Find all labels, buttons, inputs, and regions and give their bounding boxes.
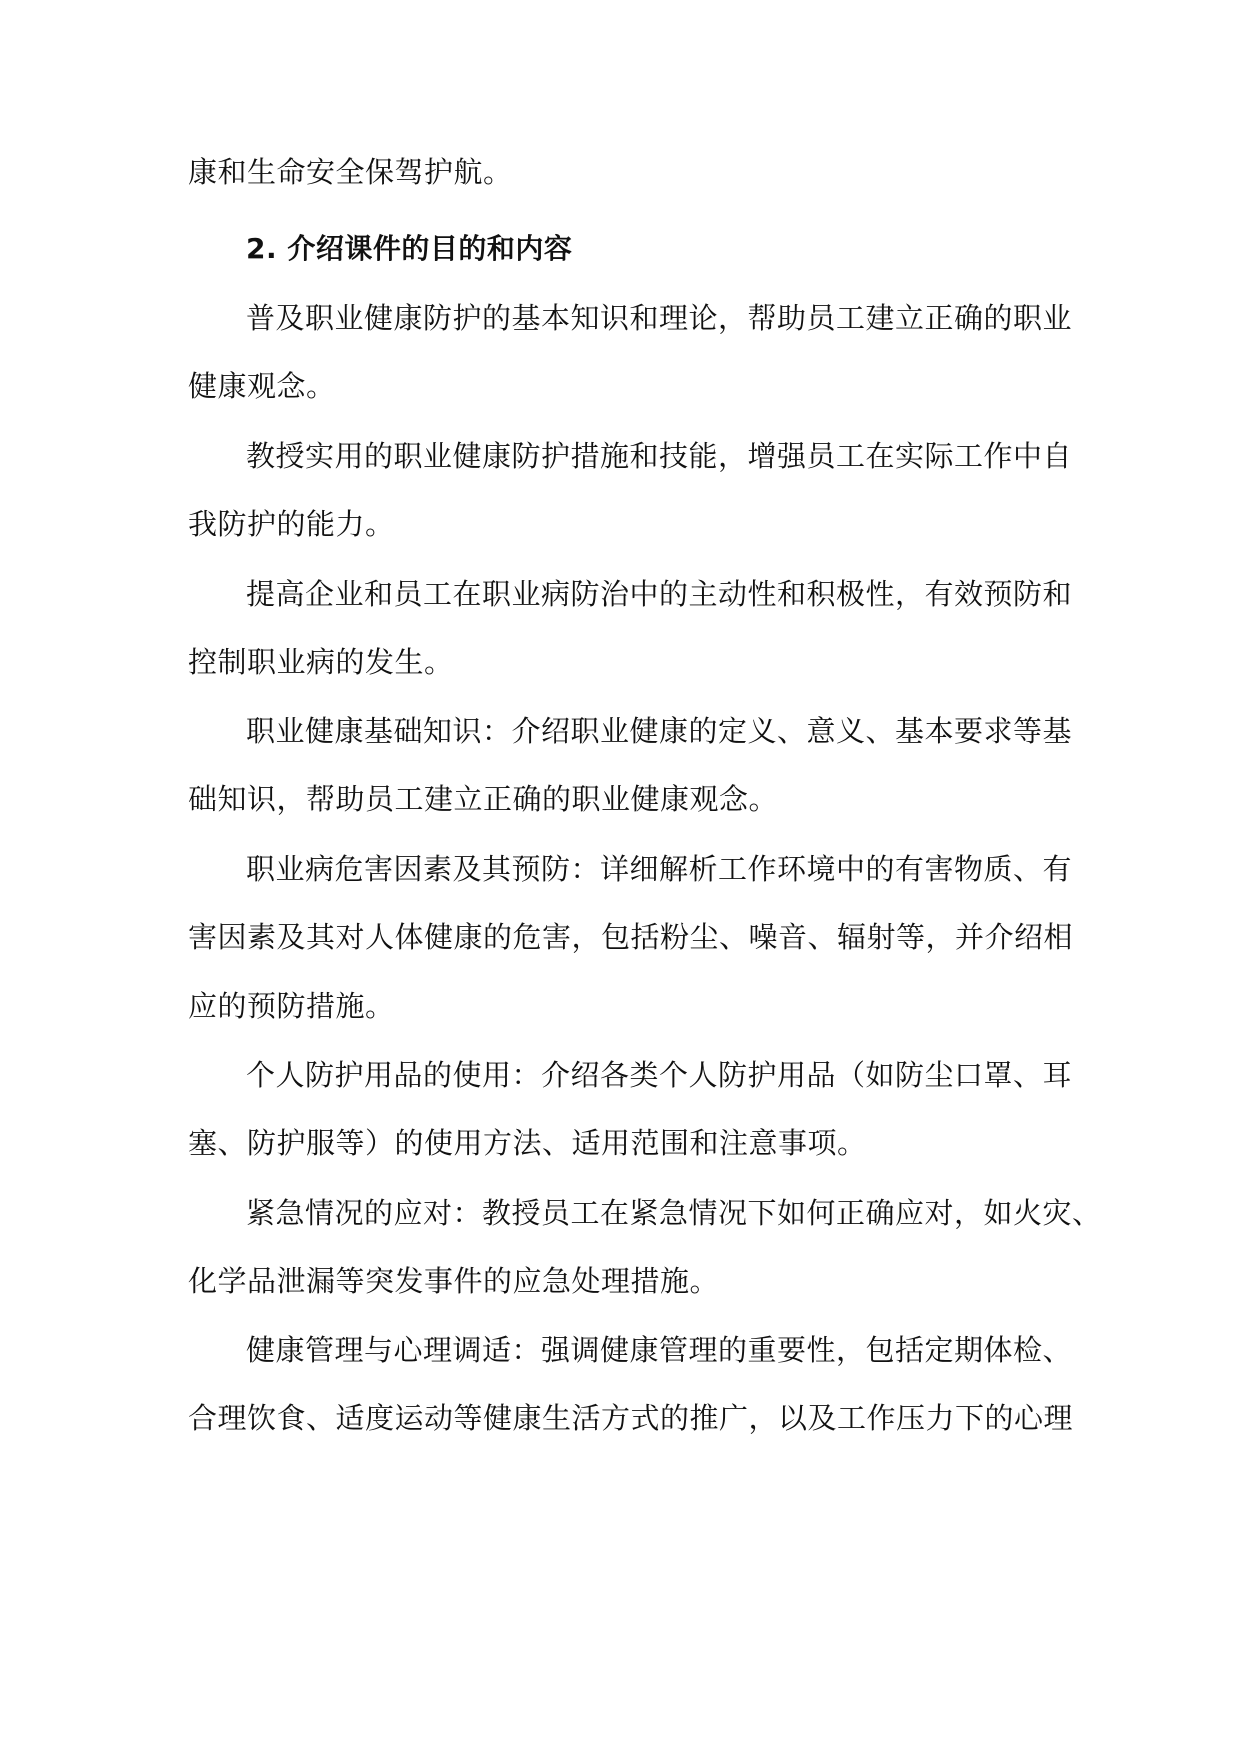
paragraph-line: 提高企业和员工在职业病防治中的主动性和积极性，有效预防和 [246, 577, 1073, 611]
paragraph-line: 职业健康基础知识：介绍职业健康的定义、意义、基本要求等基 [246, 714, 1073, 748]
paragraph-line: 职业病危害因素及其预防：详细解析工作环境中的有害物质、有 [246, 852, 1073, 886]
paragraph-line: 控制职业病的发生。 [188, 645, 454, 679]
paragraph-line: 康和生命安全保驾护航。 [188, 155, 513, 189]
paragraph-line: 应的预防措施。 [188, 989, 395, 1023]
paragraph-line: 害因素及其对人体健康的危害，包括粉尘、噪音、辐射等，并介绍相 [188, 920, 1074, 954]
paragraph-line: 普及职业健康防护的基本知识和理论，帮助员工建立正确的职业 [246, 301, 1073, 335]
paragraph-line: 合理饮食、适度运动等健康生活方式的推广，以及工作压力下的心理 [188, 1401, 1074, 1435]
paragraph-line: 础知识，帮助员工建立正确的职业健康观念。 [188, 782, 779, 816]
paragraph-line: 化学品泄漏等突发事件的应急处理措施。 [188, 1264, 720, 1298]
paragraph-line: 塞、防护服等）的使用方法、适用范围和注意事项。 [188, 1126, 867, 1160]
paragraph-line: 我防护的能力。 [188, 507, 395, 541]
paragraph-line: 紧急情况的应对：教授员工在紧急情况下如何正确应对，如火灾、 [246, 1196, 1102, 1230]
section-heading: 2. 介绍课件的目的和内容 [246, 232, 573, 265]
paragraph-line: 个人防护用品的使用：介绍各类个人防护用品（如防尘口罩、耳 [246, 1058, 1073, 1092]
paragraph-line: 教授实用的职业健康防护措施和技能，增强员工在实际工作中自 [246, 439, 1073, 473]
paragraph-line: 健康管理与心理调适：强调健康管理的重要性，包括定期体检、 [246, 1333, 1073, 1367]
paragraph-line: 健康观念。 [188, 369, 336, 403]
